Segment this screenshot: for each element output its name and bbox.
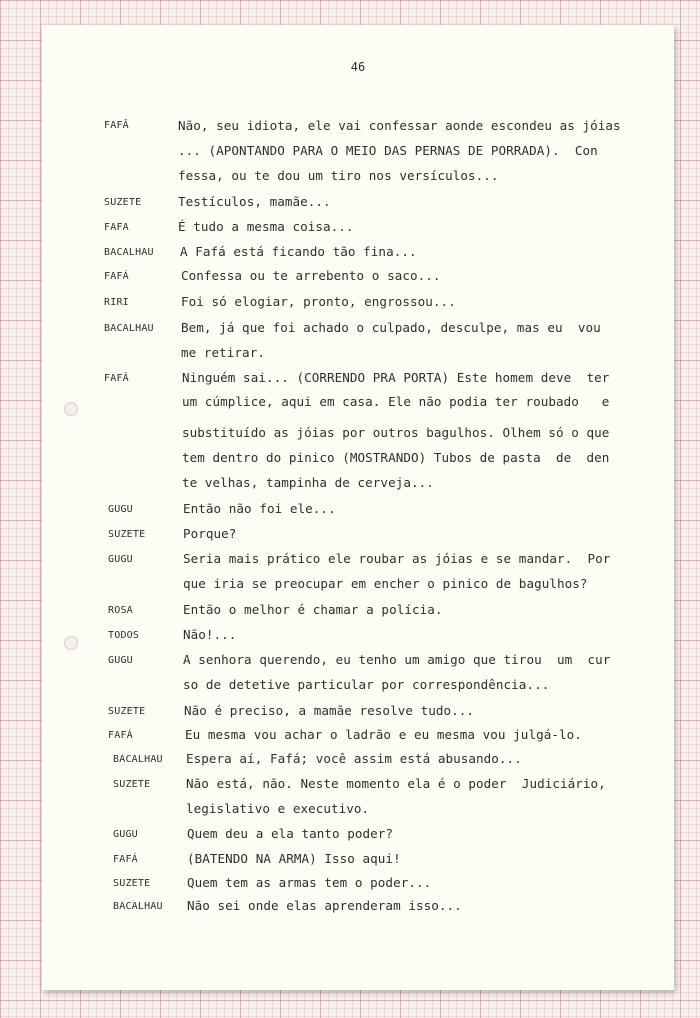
punch-hole xyxy=(64,402,78,416)
dialogue-line: Ninguém sai... (CORRENDO PRA PORTA) Este homem deve ter xyxy=(182,370,610,385)
dialogue-line: um cúmplice, aqui em casa. Ele não podia ter roubado e xyxy=(182,394,610,409)
dialogue-line: tem dentro do pinico (MOSTRANDO) Tubos de pasta de den xyxy=(182,450,610,465)
dialogue-line: Porque? xyxy=(183,526,237,541)
speaker-label: RIRI xyxy=(104,297,129,308)
page-number: 46 xyxy=(350,60,366,74)
speaker-label: FAFÁ xyxy=(113,854,138,865)
speaker-label: FAFÁ xyxy=(108,730,133,741)
speaker-label: TODOS xyxy=(108,630,140,641)
dialogue-line: que iria se preocupar em encher o pinico de bagulhos? xyxy=(183,576,588,591)
dialogue-line: Seria mais prático ele roubar as jóias e se mandar. Por xyxy=(183,551,611,566)
speaker-label: GUGU xyxy=(108,554,133,565)
speaker-label: ROSA xyxy=(108,605,133,616)
speaker-label: BACALHAU xyxy=(104,323,154,334)
dialogue-line: Então não foi ele... xyxy=(183,501,336,516)
speaker-label: SUZETE xyxy=(108,529,146,540)
dialogue-line: so de detetive particular por correspondência... xyxy=(183,677,550,692)
script-page xyxy=(42,25,674,990)
dialogue-line: Não, seu idiota, ele vai confessar aonde escondeu as jóias xyxy=(178,118,621,133)
dialogue-line: Foi só elogiar, pronto, engrossou... xyxy=(181,294,456,309)
dialogue-line: me retirar. xyxy=(181,345,265,360)
dialogue-line: legislativo e executivo. xyxy=(186,801,370,816)
speaker-label: SUZETE xyxy=(113,878,151,889)
dialogue-line: Não sei onde elas aprenderam isso... xyxy=(187,898,462,913)
speaker-label: SUZETE xyxy=(108,706,146,717)
speaker-label: GUGU xyxy=(108,504,133,515)
dialogue-line: Testículos, mamãe... xyxy=(178,194,331,209)
speaker-label: FAFÁ xyxy=(104,373,129,384)
speaker-label: FAFA xyxy=(104,222,129,233)
dialogue-line: Eu mesma vou achar o ladrão e eu mesma vou julgá-lo. xyxy=(185,727,582,742)
dialogue-line: Quem deu a ela tanto poder? xyxy=(187,826,394,841)
dialogue-line: te velhas, tampinha de cerveja... xyxy=(182,475,434,490)
dialogue-line: fessa, ou te dou um tiro nos versículos... xyxy=(178,168,499,183)
speaker-label: SUZETE xyxy=(113,779,151,790)
speaker-label: FAFÁ xyxy=(104,271,129,282)
dialogue-line: Espera aí, Fafá; você assim está abusando... xyxy=(186,751,522,766)
dialogue-line: Confessa ou te arrebento o saco... xyxy=(181,268,441,283)
speaker-label: BACALHAU xyxy=(113,901,163,912)
dialogue-line: A senhora querendo, eu tenho um amigo que tirou um cur xyxy=(183,652,611,667)
speaker-label: BACALHAU xyxy=(104,247,154,258)
dialogue-line: Quem tem as armas tem o poder... xyxy=(187,875,432,890)
dialogue-line: Bem, já que foi achado o culpado, desculpe, mas eu vou xyxy=(181,320,601,335)
dialogue-line: Não está, não. Neste momento ela é o poder Judiciário, xyxy=(186,776,606,791)
dialogue-line: ... (APONTANDO PARA O MEIO DAS PERNAS DE PORRADA). Con xyxy=(178,143,598,158)
dialogue-line: É tudo a mesma coisa... xyxy=(178,219,354,234)
punch-hole xyxy=(64,636,78,650)
speaker-label: FAFÂ xyxy=(104,120,129,131)
dialogue-line: substituído as jóias por outros bagulhos. Olhem só o que xyxy=(182,425,610,440)
dialogue-line: (BATENDO NA ARMA) Isso aqui! xyxy=(187,851,401,866)
dialogue-line: Não é preciso, a mamãe resolve tudo... xyxy=(184,703,475,718)
speaker-label: GUGU xyxy=(113,829,138,840)
speaker-label: GUGU xyxy=(108,655,133,666)
speaker-label: BACALHAU xyxy=(113,754,163,765)
dialogue-line: Então o melhor é chamar a polícia. xyxy=(183,602,443,617)
dialogue-line: Não!... xyxy=(183,627,237,642)
speaker-label: SUZETE xyxy=(104,197,142,208)
dialogue-line: A Fafá está ficando tão fina... xyxy=(180,244,417,259)
